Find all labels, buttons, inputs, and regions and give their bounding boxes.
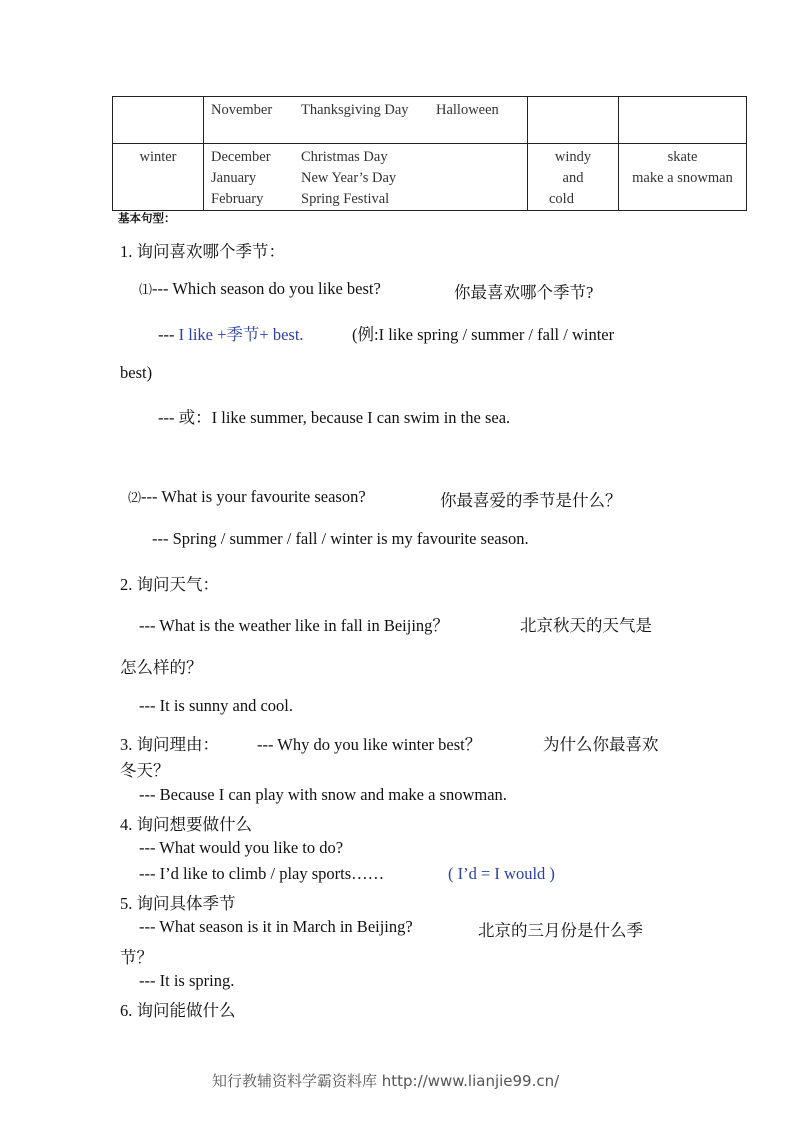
month-november: November <box>211 102 273 118</box>
weather-question-translation: 北京秋天的天气是 <box>520 616 652 635</box>
reason-answer: --- Because I can play with snow and make a snowman. <box>139 785 507 804</box>
weather-cell <box>528 97 619 144</box>
table-row <box>113 144 747 211</box>
season-question: --- What season is it in March in Beijing? <box>139 917 413 936</box>
question-1 <box>139 279 381 299</box>
months-holidays-cell <box>204 144 528 211</box>
wish-question: --- What would you like to do? <box>139 838 344 857</box>
contraction-note: ( I’d = I would ) <box>448 864 555 883</box>
answer-alternative: --- 或：I like summer, because I can swim in the sea. <box>158 408 511 427</box>
question-text: --- Which season do you like best? <box>152 279 381 298</box>
weather-question: --- What is the weather like in fall in Beijing？ <box>139 616 449 635</box>
weather-answer: --- It is sunny and cool. <box>139 696 293 715</box>
weather-word: windy <box>554 149 592 165</box>
season-cell <box>113 97 204 144</box>
wish-answer: --- I’d like to climb / play sports…… <box>139 864 385 883</box>
answer-example: (例:I like spring / summer / fall / winter <box>352 325 615 344</box>
reason-question-translation-cont: 冬天？ <box>120 761 170 780</box>
month-january: January <box>211 170 257 186</box>
item-number: ⑵ <box>128 490 142 505</box>
section-3-heading: 3. 询问理由： <box>120 735 219 754</box>
question-1-translation: 你最喜欢哪个季节? <box>454 283 594 302</box>
season-label: winter <box>139 149 177 165</box>
table-row <box>113 97 747 144</box>
section-5-heading: 5. 询问具体季节 <box>120 894 236 913</box>
section-2-heading: 2. 询问天气： <box>120 575 219 594</box>
question-2 <box>128 487 366 507</box>
section-6-heading: 6. 询问能做什么 <box>120 1001 236 1020</box>
activities-cell <box>619 144 747 211</box>
question-2-translation: 你最喜爱的季节是什么？ <box>440 491 622 510</box>
answer-favourite: --- Spring / summer / fall / winter is my favourite season. <box>152 529 529 548</box>
weather-question-translation-cont: 怎么样的？ <box>120 658 203 677</box>
season-table <box>112 96 747 211</box>
holiday-thanksgiving: Thanksgiving Day <box>301 102 409 118</box>
season-question-translation: 北京的三月份是什么季 <box>478 921 643 940</box>
answer-example-cont: best) <box>120 363 153 382</box>
season-cell <box>113 144 204 211</box>
month-december: December <box>211 149 271 165</box>
item-number: ⑴ <box>139 282 153 297</box>
reason-question-translation: 为什么你最喜欢 <box>543 735 659 754</box>
weather-word: and <box>562 170 584 186</box>
section-1-heading: 1. 询问喜欢哪个季节： <box>120 242 285 261</box>
season-answer: --- It is spring. <box>139 971 235 990</box>
month-february: February <box>211 191 264 207</box>
weather-cell <box>528 144 619 211</box>
holiday-new-year: New Year’s Day <box>301 170 397 186</box>
activity-skate: skate <box>667 149 698 165</box>
page-footer: 知行教辅资料学霸资料库 http://www.lianjie99.cn/ <box>212 1072 560 1090</box>
section-4-heading: 4. 询问想要做什么 <box>120 815 252 834</box>
weather-word: cold <box>549 191 574 207</box>
question-text: --- What is your favourite season? <box>141 487 366 506</box>
answer-pattern: I like +季节+ best. <box>178 325 304 344</box>
reason-question: --- Why do you like winter best？ <box>257 735 482 754</box>
season-question-translation-cont: 节？ <box>120 948 153 967</box>
section-label: 基本句型： <box>118 211 176 225</box>
holiday-halloween: Halloween <box>436 102 499 118</box>
answer-dash: --- <box>158 325 175 344</box>
months-holidays-cell <box>204 97 528 144</box>
answer-pattern-line <box>158 321 304 345</box>
activity-snowman: make a snowman <box>632 170 733 186</box>
holiday-christmas: Christmas Day <box>301 149 388 165</box>
activities-cell <box>619 97 747 144</box>
holiday-spring-festival: Spring Festival <box>301 191 390 207</box>
